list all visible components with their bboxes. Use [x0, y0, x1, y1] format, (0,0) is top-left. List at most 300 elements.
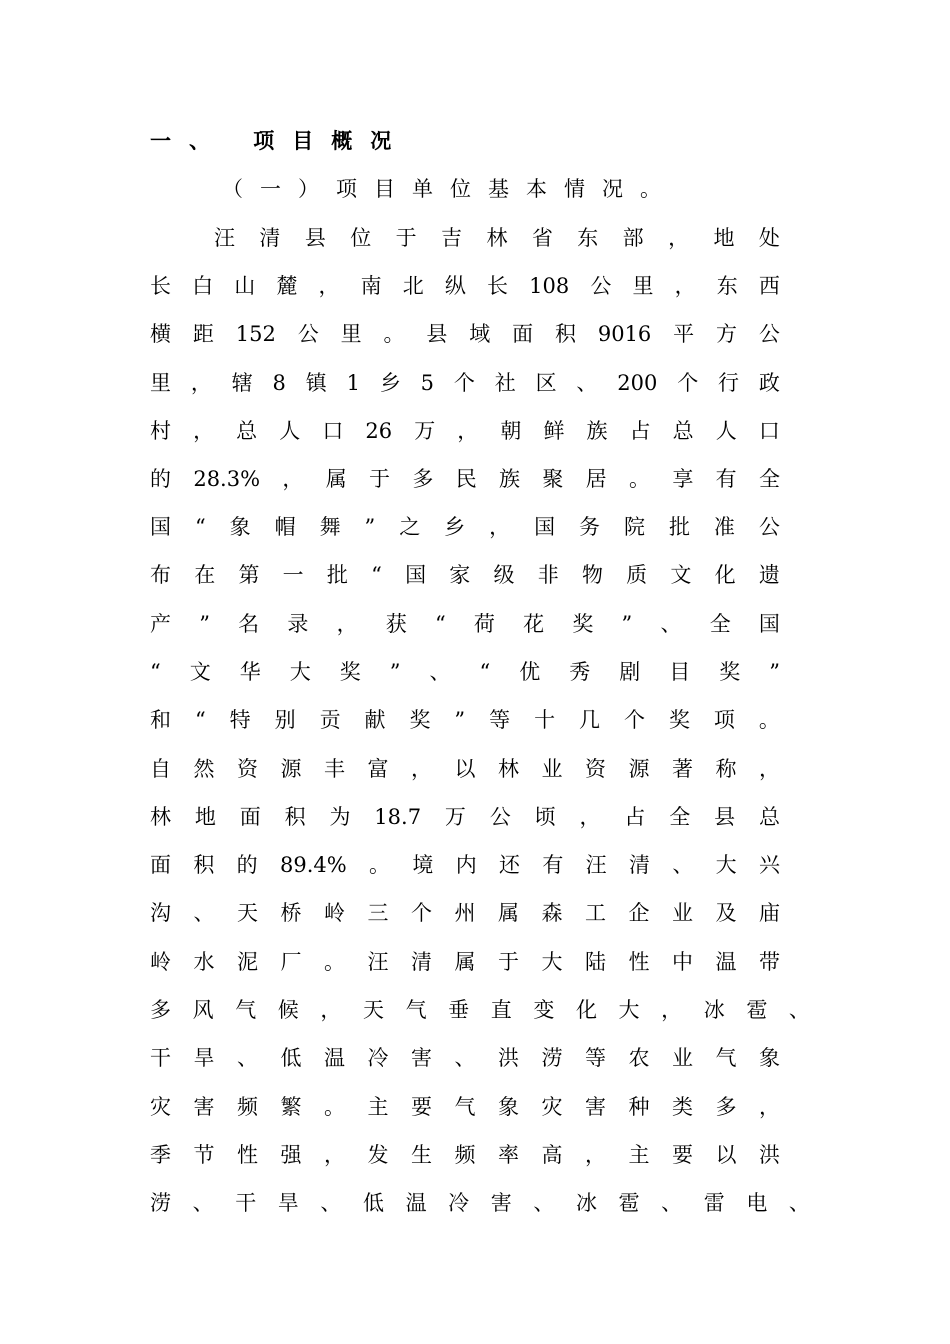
text-token: 个: [623, 708, 645, 732]
text-token: 公: [758, 322, 780, 346]
body-line: [150, 800, 780, 834]
text-token: 行: [718, 371, 740, 395]
text-token: ，: [668, 226, 690, 250]
text-token: 资: [237, 757, 258, 781]
text-token: 、: [576, 371, 598, 395]
text-token: 录: [287, 612, 309, 636]
text-token: 繁: [280, 1095, 302, 1119]
text-token: 以: [454, 757, 476, 781]
text-token: 积: [284, 805, 306, 829]
text-token: 主: [367, 1095, 389, 1119]
text-token: 奖: [719, 660, 741, 684]
text-token: 之: [399, 515, 421, 539]
text-token: 林: [498, 757, 519, 781]
text-token: 要: [411, 1095, 432, 1119]
text-token: 率: [498, 1143, 519, 1167]
text-token: 林: [486, 226, 508, 250]
text-token: 总: [672, 419, 694, 443]
text-token: 别: [274, 708, 296, 732]
text-token: 水: [193, 950, 215, 974]
text-token: 电: [746, 1191, 768, 1215]
text-token: 大: [541, 950, 563, 974]
text-token: 平: [673, 322, 695, 346]
text-token: 冷: [448, 1191, 470, 1215]
text-token: 文: [189, 660, 211, 684]
text-token: 优: [519, 660, 541, 684]
text-token: 属: [454, 950, 476, 974]
text-token: “: [479, 660, 491, 684]
text-token: 横: [150, 322, 171, 346]
text-token: 26: [365, 419, 393, 443]
text-token: 域: [469, 322, 491, 346]
text-token: 在: [194, 563, 216, 587]
text-token: 雹: [746, 998, 768, 1022]
text-token: 产: [150, 612, 171, 636]
text-token: 化: [714, 563, 736, 587]
text-token: 和: [150, 708, 171, 732]
text-token: 顷: [534, 805, 556, 829]
text-token: 舞: [319, 515, 341, 539]
text-token: 。: [758, 708, 780, 732]
text-token: 性: [237, 1143, 258, 1167]
text-token: 享: [672, 467, 694, 491]
text-token: 里: [150, 371, 171, 395]
text-token: 大: [618, 998, 640, 1022]
text-token: 的: [236, 853, 258, 877]
text-token: 布: [150, 563, 171, 587]
body-line: [150, 366, 780, 400]
text-token: 干: [235, 1191, 257, 1215]
text-token: 多: [715, 1095, 737, 1119]
text-token: 清: [411, 950, 432, 974]
body-line: [150, 1090, 780, 1124]
text-token: 北: [402, 274, 424, 298]
text-token: 于: [369, 467, 391, 491]
text-token: 政: [758, 371, 780, 395]
text-token: 富: [367, 757, 389, 781]
text-token: 性: [628, 950, 650, 974]
text-token: 中: [672, 950, 693, 974]
text-token: 。: [369, 853, 391, 877]
text-token: 业: [541, 757, 563, 781]
text-token: “: [434, 612, 446, 636]
text-token: 洪: [498, 1046, 519, 1070]
body-line: [150, 993, 810, 1027]
text-token: 位: [350, 226, 372, 250]
text-token: 89.4%: [279, 853, 347, 877]
text-token: 奖: [572, 612, 594, 636]
text-token: 全: [758, 467, 780, 491]
text-token: 、: [429, 660, 451, 684]
section-heading: 一、 项目概况: [150, 128, 410, 153]
text-token: 生: [411, 1143, 432, 1167]
text-token: 目: [669, 660, 691, 684]
text-token: 物: [581, 563, 603, 587]
text-token: 直: [490, 998, 512, 1022]
text-token: ，: [193, 419, 215, 443]
text-token: 低: [362, 1191, 384, 1215]
text-token: 剧: [619, 660, 641, 684]
text-token: 西: [758, 274, 780, 298]
text-token: 万: [414, 419, 436, 443]
text-token: 有: [715, 467, 737, 491]
text-token: ，: [489, 515, 511, 539]
text-token: 、: [454, 1046, 476, 1070]
text-token: 类: [672, 1095, 693, 1119]
text-token: ，: [318, 274, 340, 298]
text-token: 著: [672, 757, 693, 781]
text-token: 方: [716, 322, 738, 346]
text-token: 温: [405, 1191, 427, 1215]
text-token: 108: [529, 274, 570, 298]
text-token: 国: [405, 563, 427, 587]
text-token: 气: [405, 998, 427, 1022]
text-token: 雷: [703, 1191, 725, 1215]
text-token: 山: [234, 274, 256, 298]
text-token: 种: [628, 1095, 650, 1119]
text-token: 低: [280, 1046, 302, 1070]
text-token: 冷: [367, 1046, 389, 1070]
text-token: 业: [672, 901, 693, 925]
body-line: [150, 752, 780, 786]
text-token: “: [194, 708, 206, 732]
text-token: 南: [360, 274, 382, 298]
text-token: 灾: [541, 1095, 563, 1119]
text-token: 十: [534, 708, 556, 732]
text-token: 旱: [277, 1191, 299, 1215]
text-token: 获: [385, 612, 407, 636]
body-line: [150, 317, 780, 351]
text-token: 总: [758, 805, 780, 829]
text-token: 节: [193, 1143, 215, 1167]
text-token: 长: [150, 274, 171, 298]
text-token: 省: [531, 226, 553, 250]
text-token: ”: [454, 708, 466, 732]
text-token: 5: [420, 371, 435, 395]
text-token: 陆: [585, 950, 606, 974]
body-line: [150, 896, 780, 930]
text-token: 多: [412, 467, 434, 491]
text-token: 象: [759, 1046, 780, 1070]
text-token: 。: [383, 322, 405, 346]
text-token: ，: [190, 371, 212, 395]
text-token: 荷: [473, 612, 495, 636]
text-token: 处: [758, 226, 780, 250]
text-token: 的: [150, 467, 171, 491]
text-token: 天: [237, 901, 258, 925]
text-token: 于: [498, 950, 519, 974]
text-token: 资: [585, 757, 606, 781]
text-token: “: [194, 515, 206, 539]
text-token: 万: [444, 805, 466, 829]
text-token: 变: [533, 998, 555, 1022]
text-token: 清: [259, 226, 281, 250]
text-token: 级: [493, 563, 515, 587]
text-token: 几: [579, 708, 601, 732]
text-token: 农: [628, 1046, 650, 1070]
text-token: 候: [277, 998, 299, 1022]
text-token: 口: [322, 419, 344, 443]
text-token: 国: [534, 515, 556, 539]
text-token: 自: [150, 757, 171, 781]
text-token: 气: [715, 1046, 737, 1070]
body-line: [150, 703, 780, 737]
text-token: 以: [715, 1143, 737, 1167]
text-token: 9016: [597, 322, 652, 346]
text-token: 属: [498, 901, 519, 925]
text-token: 为: [329, 805, 351, 829]
text-token: 帽: [274, 515, 296, 539]
text-token: 200: [617, 371, 658, 395]
text-token: 业: [672, 1046, 693, 1070]
text-token: 及: [715, 901, 737, 925]
text-token: 温: [324, 1046, 345, 1070]
text-token: 风: [192, 998, 214, 1022]
text-token: 院: [623, 515, 645, 539]
body-line: [150, 1186, 810, 1220]
text-token: 长: [487, 274, 508, 298]
text-token: 民: [455, 467, 477, 491]
text-token: 批: [668, 515, 690, 539]
text-token: 、: [320, 1191, 342, 1215]
text-token: 奖: [409, 708, 431, 732]
body-line: [150, 655, 780, 689]
text-token: 涝: [150, 1191, 171, 1215]
text-token: ”: [769, 660, 780, 684]
text-token: 、: [533, 1191, 555, 1215]
text-token: 称: [715, 757, 737, 781]
text-token: 气: [454, 1095, 476, 1119]
text-token: ，: [674, 274, 696, 298]
text-token: 汪: [585, 853, 607, 877]
text-token: 第: [238, 563, 260, 587]
text-token: 国: [150, 515, 171, 539]
text-token: 积: [554, 322, 576, 346]
text-token: 名: [238, 612, 260, 636]
text-token: 、: [672, 853, 694, 877]
text-token: 家: [449, 563, 471, 587]
text-token: 口: [758, 419, 780, 443]
text-token: 。: [629, 467, 650, 491]
text-token: 汪: [367, 950, 389, 974]
text-token: 害: [193, 1095, 215, 1119]
text-token: 非: [537, 563, 559, 587]
body-line: [150, 414, 780, 448]
text-token: 社: [494, 371, 516, 395]
text-token: 公: [297, 322, 319, 346]
text-token: 18.7: [374, 805, 422, 829]
text-token: 人: [279, 419, 301, 443]
text-token: 里: [340, 322, 362, 346]
text-token: ，: [282, 467, 304, 491]
text-token: 贡: [319, 708, 341, 732]
body-line: [150, 945, 780, 979]
text-token: 温: [715, 950, 737, 974]
text-token: 全: [709, 612, 731, 636]
text-token: 文: [670, 563, 692, 587]
text-token: 奖: [339, 660, 361, 684]
text-token: 项: [713, 708, 735, 732]
text-token: 大: [715, 853, 737, 877]
text-token: 华: [239, 660, 261, 684]
text-token: 东: [716, 274, 738, 298]
text-token: 冰: [703, 998, 725, 1022]
body-line: [150, 558, 780, 592]
text-token: 里: [632, 274, 654, 298]
body-line: [150, 1041, 780, 1075]
text-token: 林: [150, 805, 171, 829]
text-token: 洪: [759, 1143, 780, 1167]
text-token: ，: [411, 757, 432, 781]
text-token: 8: [272, 371, 286, 395]
text-token: 面: [150, 853, 171, 877]
text-token: 、: [788, 1191, 810, 1215]
text-token: ，: [759, 757, 780, 781]
text-token: 东: [577, 226, 599, 250]
text-token: ，: [585, 1143, 606, 1167]
text-token: 辖: [231, 371, 253, 395]
text-token: 属: [325, 467, 347, 491]
text-token: 涝: [541, 1046, 563, 1070]
text-token: 28.3%: [193, 467, 261, 491]
text-token: 特: [229, 708, 251, 732]
text-token: 森: [541, 901, 563, 925]
text-token: 害: [490, 1191, 512, 1215]
text-token: 频: [237, 1095, 258, 1119]
text-token: 象: [498, 1095, 519, 1119]
text-token: 、: [237, 1046, 258, 1070]
text-token: 天: [362, 998, 384, 1022]
text-token: ”: [199, 612, 210, 636]
text-token: 工: [585, 901, 606, 925]
text-token: “: [150, 660, 161, 684]
text-token: 占: [629, 419, 651, 443]
text-token: 企: [628, 901, 650, 925]
text-token: 占: [624, 805, 646, 829]
text-token: 灾: [150, 1095, 171, 1119]
text-token: 个: [411, 901, 432, 925]
text-token: 厂: [280, 950, 302, 974]
body-line: [150, 607, 780, 641]
text-token: 村: [150, 419, 171, 443]
text-token: 族: [586, 419, 608, 443]
text-token: 岭: [150, 950, 171, 974]
text-token: 害: [411, 1046, 432, 1070]
text-token: 雹: [618, 1191, 640, 1215]
text-token: 于: [395, 226, 417, 250]
text-token: 害: [585, 1095, 606, 1119]
text-token: 桥: [280, 901, 302, 925]
text-token: 居: [585, 467, 607, 491]
text-token: 多: [150, 998, 171, 1022]
text-token: ”: [389, 660, 401, 684]
text-token: 等: [489, 708, 511, 732]
text-token: ”: [621, 612, 633, 636]
text-token: 汪: [214, 226, 235, 250]
text-token: 公: [590, 274, 612, 298]
text-token: 花: [523, 612, 545, 636]
text-token: ”: [364, 515, 376, 539]
text-token: ，: [336, 612, 358, 636]
text-token: 。: [324, 950, 345, 974]
text-token: 还: [499, 853, 521, 877]
body-line: [214, 221, 780, 255]
text-token: 麓: [276, 274, 298, 298]
text-token: 、: [192, 1191, 214, 1215]
text-token: 然: [193, 757, 215, 781]
text-token: 白: [192, 274, 214, 298]
text-token: 批: [326, 563, 348, 587]
text-token: 纵: [444, 274, 466, 298]
subsection-heading: （一）项目单位基本情况。: [222, 177, 678, 201]
text-token: 频: [454, 1143, 476, 1167]
text-token: 积: [193, 853, 215, 877]
text-token: 遗: [758, 563, 780, 587]
text-token: 面: [239, 805, 261, 829]
text-token: 垂: [448, 998, 470, 1022]
text-token: 。: [324, 1095, 345, 1119]
text-token: 兴: [758, 853, 780, 877]
text-token: 吉: [441, 226, 463, 250]
text-token: 总: [236, 419, 258, 443]
text-token: ，: [759, 1095, 780, 1119]
text-token: 季: [150, 1143, 171, 1167]
body-line: [150, 510, 780, 544]
text-token: 冰: [575, 1191, 597, 1215]
text-token: 、: [661, 1191, 683, 1215]
text-token: 强: [280, 1143, 302, 1167]
text-token: 乡: [444, 515, 466, 539]
text-token: 地: [713, 226, 735, 250]
text-token: 沟: [150, 901, 171, 925]
text-token: 气: [235, 998, 257, 1022]
text-token: 象: [229, 515, 251, 539]
text-token: 有: [542, 853, 564, 877]
text-token: 距: [192, 322, 214, 346]
text-token: 面: [512, 322, 534, 346]
text-token: 县: [304, 226, 326, 250]
text-token: 朝: [500, 419, 522, 443]
text-token: 高: [541, 1143, 563, 1167]
text-token: ，: [324, 1143, 345, 1167]
body-line: [150, 1138, 780, 1172]
text-token: 三: [367, 901, 389, 925]
text-token: 鲜: [543, 419, 565, 443]
text-token: 国: [758, 612, 780, 636]
text-token: 源: [280, 757, 302, 781]
text-token: 县: [426, 322, 448, 346]
text-token: 州: [454, 901, 476, 925]
body-line: [150, 462, 780, 496]
text-token: 质: [626, 563, 648, 587]
text-token: 个: [677, 371, 699, 395]
text-token: 庙: [759, 901, 780, 925]
text-token: 、: [193, 901, 215, 925]
text-token: 清: [629, 853, 650, 877]
text-token: 、: [788, 998, 810, 1022]
text-token: 镇: [305, 371, 327, 395]
text-token: 丰: [324, 757, 345, 781]
text-token: 岭: [324, 901, 345, 925]
text-token: 部: [622, 226, 644, 250]
text-token: “: [371, 563, 382, 587]
text-token: 个: [453, 371, 475, 395]
text-token: 准: [713, 515, 735, 539]
text-token: 泥: [237, 950, 258, 974]
text-token: ，: [579, 805, 601, 829]
text-token: 族: [499, 467, 521, 491]
text-token: 公: [489, 805, 511, 829]
